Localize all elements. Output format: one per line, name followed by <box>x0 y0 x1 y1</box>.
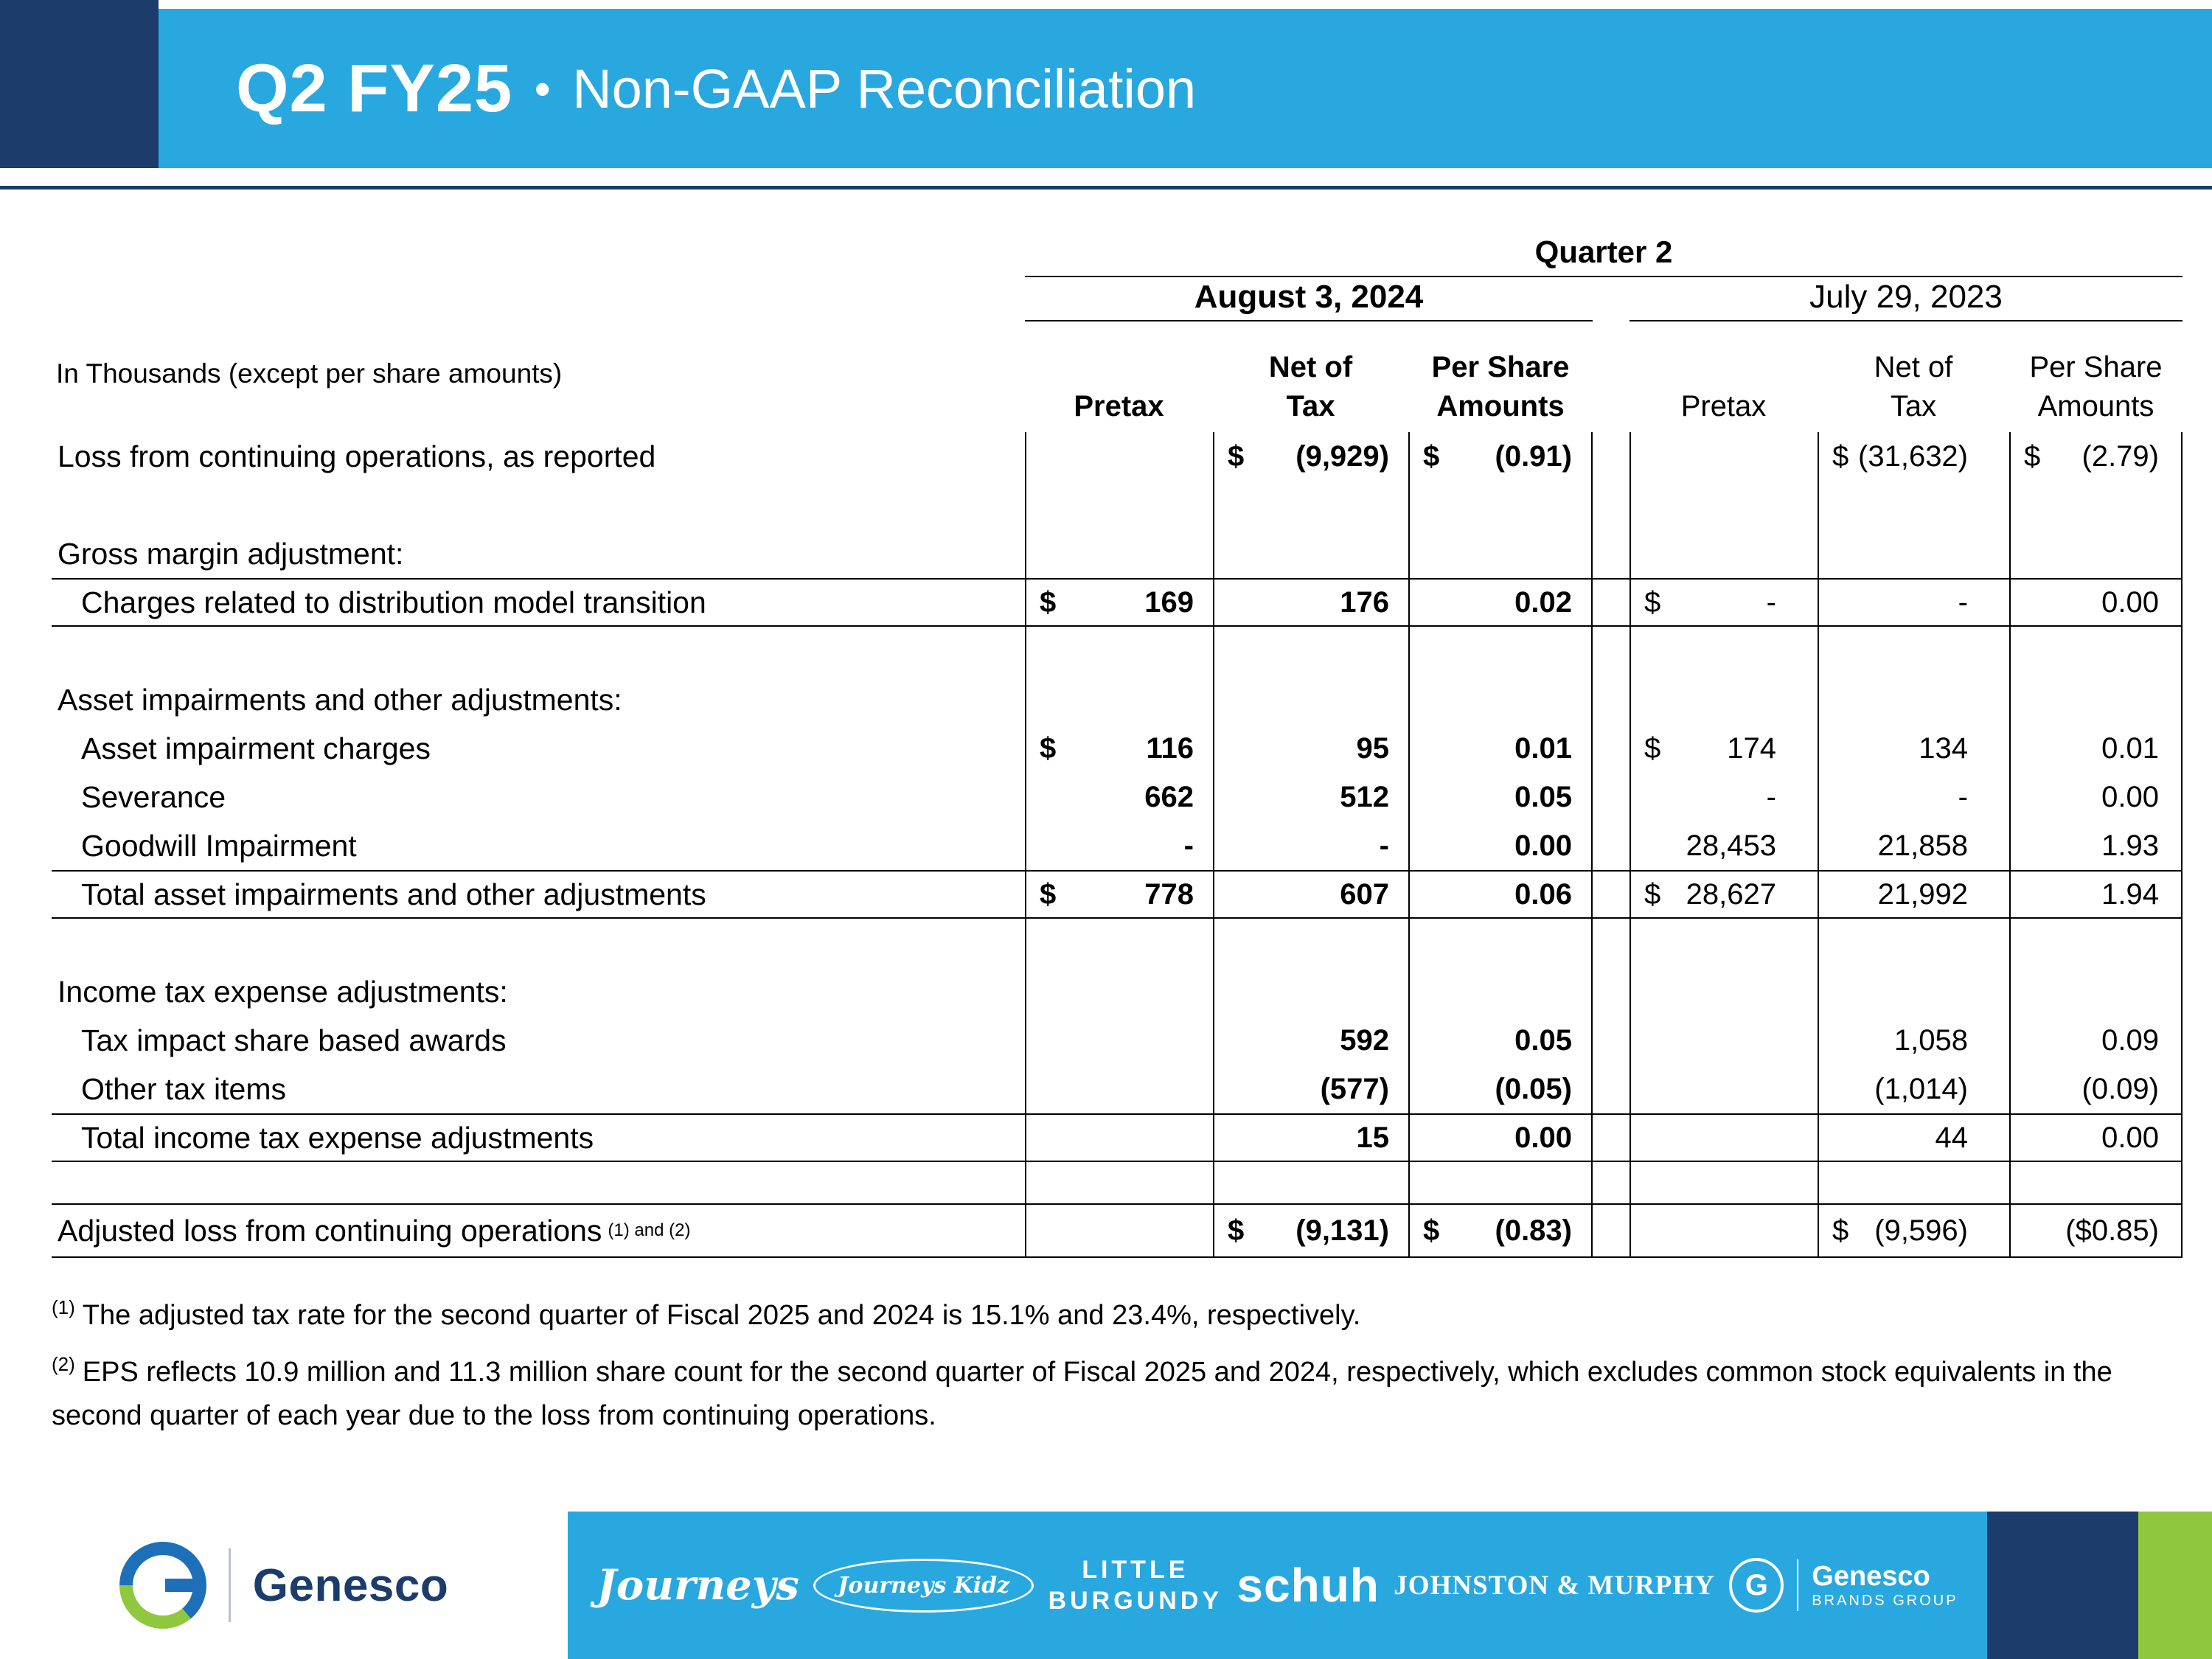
value-cell: - <box>1818 773 2009 821</box>
value-cell <box>1630 432 1818 481</box>
column-gap <box>1593 627 1630 675</box>
value-cell: 0.05 <box>1408 1016 1593 1065</box>
genesco-logo-icon <box>119 1542 206 1629</box>
value-cell: 592 <box>1213 1016 1408 1065</box>
value-cell: 21,858 <box>1818 821 2009 870</box>
value-cell: $ (9,929) <box>1213 432 1408 481</box>
column-gap <box>1593 529 1630 578</box>
value-cell <box>1408 481 1593 529</box>
value-cell <box>1213 529 1408 578</box>
value-cell <box>2009 675 2183 724</box>
value-cell: $ 116 <box>1025 724 1213 773</box>
value-cell: $ (9,131) <box>1213 1203 1408 1258</box>
row-label: Asset impairments and other adjustments: <box>58 682 622 717</box>
value-cell: 0.01 <box>2009 724 2183 773</box>
footnote-1 <box>52 1294 2168 1338</box>
value-cell: $ (0.83) <box>1408 1203 1593 1258</box>
column-gap <box>1593 432 1630 481</box>
slide-footer <box>0 1512 2212 1659</box>
value-cell: 607 <box>1213 870 1408 919</box>
value-cell <box>1025 919 1213 967</box>
value-cell <box>2009 1162 2183 1203</box>
table-row <box>52 870 2183 919</box>
value-cell <box>1630 1065 1818 1113</box>
row-label <box>52 627 1025 675</box>
row-label: Asset impairment charges <box>81 731 431 765</box>
column-header-line: Net of <box>1268 351 1353 384</box>
value-cell <box>1025 481 1213 529</box>
value-cell <box>1213 967 1408 1016</box>
value-cell <box>1025 1162 1213 1203</box>
value-cell: 0.00 <box>1408 821 1593 870</box>
column-header-pretax-current <box>1025 321 1213 432</box>
table-row <box>52 1065 2183 1113</box>
value-cell <box>1818 967 2009 1016</box>
column-header-line: Net of <box>1874 351 1953 384</box>
value-cell <box>1025 529 1213 578</box>
row-label: Adjusted loss from continuing operations (1) and (2) <box>52 1203 1025 1258</box>
value-cell: 21,992 <box>1818 870 2009 919</box>
value-cell <box>1630 529 1818 578</box>
row-label: Other tax items <box>81 1071 286 1106</box>
table-row <box>52 1016 2183 1065</box>
johnston-murphy-logo: JOHNSTON & MURPHY <box>1394 1570 1715 1601</box>
table-row <box>52 578 2183 627</box>
value-cell <box>2009 529 2183 578</box>
value-cell <box>1818 919 2009 967</box>
value-cell: 0.00 <box>2009 578 2183 627</box>
table-row <box>52 627 2183 675</box>
value-cell <box>1630 1162 1818 1203</box>
table-row <box>52 432 2183 481</box>
value-cell <box>1630 627 1818 675</box>
date-header-current: August 3, 2024 <box>1025 274 1593 321</box>
column-gap <box>1593 919 1630 967</box>
column-header-row <box>52 321 2183 432</box>
value-cell: 0.09 <box>2009 1016 2183 1065</box>
value-cell <box>1408 627 1593 675</box>
footnotes <box>52 1294 2168 1451</box>
value-cell: (1,014) <box>1818 1065 2009 1113</box>
quarter-header-row <box>52 234 2183 274</box>
footnote-2-text: EPS reflects 10.9 million and 11.3 million share count for the second quarter of Fiscal 2025 and 2024, respectively, which excludes common stock equivalents in the second quarter of each year due to the loss from continuing operations. <box>52 1356 2112 1431</box>
journeys-kidz-logo: Journeys Kidz <box>813 1559 1034 1613</box>
row-label: Goodwill Impairment <box>81 828 357 863</box>
column-gap <box>1593 870 1630 919</box>
spacer-cell <box>52 234 1025 277</box>
value-cell: 0.00 <box>2009 773 2183 821</box>
column-gap <box>1593 724 1630 773</box>
value-cell <box>1408 675 1593 724</box>
schuh-logo: schuh <box>1237 1559 1380 1612</box>
brand-logos-band <box>568 1512 1987 1659</box>
value-cell: - <box>1213 821 1408 870</box>
value-cell <box>2009 481 2183 529</box>
value-cell: - <box>1025 821 1213 870</box>
column-header-netoftax-current <box>1213 321 1408 432</box>
value-cell: $ 778 <box>1025 870 1213 919</box>
value-cell: - <box>1818 578 2009 627</box>
little-burgundy-line1: LITTLE <box>1082 1555 1189 1584</box>
value-cell <box>1818 1162 2009 1203</box>
value-cell <box>1213 627 1408 675</box>
column-header-line: Per Share <box>1431 351 1570 384</box>
value-cell <box>1025 1065 1213 1113</box>
column-header-pershare-prior <box>2009 321 2183 432</box>
value-cell <box>1408 529 1593 578</box>
column-header-line: Amounts <box>2037 390 2154 423</box>
value-cell: 176 <box>1213 578 1408 627</box>
genesco-brands-divider <box>1797 1559 1798 1611</box>
value-cell: $ - <box>1630 578 1818 627</box>
value-cell <box>1408 1162 1593 1203</box>
genesco-g-crossbar <box>165 1579 198 1592</box>
column-gap <box>1593 1203 1630 1258</box>
page-title-secondary: Non-GAAP Reconciliation <box>572 58 1197 119</box>
value-cell: 1.94 <box>2009 870 2183 919</box>
value-cell: 1.93 <box>2009 821 2183 870</box>
value-cell <box>1213 1162 1408 1203</box>
value-cell: (0.05) <box>1408 1065 1593 1113</box>
footnote-1-text: The adjusted tax rate for the second quarter of Fiscal 2025 and 2024 is 15.1% and 23.4%, respectively. <box>82 1300 1361 1331</box>
footer-navy-block <box>1987 1512 2138 1659</box>
journeys-logo: Journeys <box>597 1561 799 1610</box>
value-cell: 0.01 <box>1408 724 1593 773</box>
column-gap <box>1593 967 1630 1016</box>
footnote-1-marker: (1) <box>52 1296 75 1319</box>
value-cell: - <box>1630 773 1818 821</box>
value-cell: $ 174 <box>1630 724 1818 773</box>
value-cell <box>1025 432 1213 481</box>
little-burgundy-line2: BURGUNDY <box>1048 1587 1223 1615</box>
units-note: In Thousands (except per share amounts) <box>56 358 563 389</box>
page-title-separator: • <box>535 63 551 114</box>
value-cell <box>2009 967 2183 1016</box>
value-cell: 28,453 <box>1630 821 1818 870</box>
row-label: Severance <box>81 779 226 814</box>
column-header-line: Tax <box>1890 390 1937 423</box>
value-cell <box>1630 675 1818 724</box>
quarter-header: Quarter 2 <box>1025 234 2183 277</box>
value-cell: 1,058 <box>1818 1016 2009 1065</box>
footer-green-block <box>2138 1512 2212 1659</box>
page-title <box>236 50 1196 128</box>
column-header-line: Tax <box>1286 390 1335 423</box>
column-header-pretax-prior <box>1630 321 1818 432</box>
value-cell: 44 <box>1818 1113 2009 1162</box>
column-gap <box>1593 1162 1630 1203</box>
value-cell <box>2009 627 2183 675</box>
column-gap <box>1593 773 1630 821</box>
value-cell: 512 <box>1213 773 1408 821</box>
footnote-2-marker: (2) <box>52 1353 75 1376</box>
value-cell: ($0.85) <box>2009 1203 2183 1258</box>
value-cell: (577) <box>1213 1065 1408 1113</box>
row-label: Loss from continuing operations, as reported <box>58 439 656 473</box>
logo-divider <box>229 1548 231 1622</box>
column-gap <box>1593 675 1630 724</box>
column-header-line: Amounts <box>1436 390 1565 423</box>
column-header-line: Pretax <box>1074 390 1164 423</box>
value-cell <box>1818 627 2009 675</box>
row-label: Charges related to distribution model transition <box>52 578 1025 627</box>
header-divider <box>0 186 2212 189</box>
column-gap <box>1593 1016 1630 1065</box>
value-cell: 0.06 <box>1408 870 1593 919</box>
genesco-wordmark: Genesco <box>252 1559 449 1611</box>
value-cell <box>1630 1113 1818 1162</box>
table-row <box>52 675 2183 724</box>
reconciliation-table <box>52 234 2183 1258</box>
value-cell <box>1408 919 1593 967</box>
value-cell: $ (0.91) <box>1408 432 1593 481</box>
row-label <box>52 1162 1025 1203</box>
value-cell <box>1630 481 1818 529</box>
column-gap <box>1593 578 1630 627</box>
date-header-row <box>52 274 2183 321</box>
value-cell: $ (9,596) <box>1818 1203 2009 1258</box>
value-cell <box>1630 1203 1818 1258</box>
value-cell: 134 <box>1818 724 2009 773</box>
value-cell <box>2009 919 2183 967</box>
genesco-brands-sub: BRANDS GROUP <box>1812 1593 1958 1610</box>
value-cell: $ 28,627 <box>1630 870 1818 919</box>
value-cell <box>1818 529 2009 578</box>
genesco-logo-lockup <box>0 1512 568 1659</box>
column-gap <box>1593 321 1630 432</box>
column-gap <box>1593 481 1630 529</box>
value-cell <box>1213 919 1408 967</box>
value-cell: $ (2.79) <box>2009 432 2183 481</box>
table-row <box>52 773 2183 821</box>
column-header-netoftax-prior <box>1818 321 2009 432</box>
table-row <box>52 481 2183 529</box>
table-row <box>52 724 2183 773</box>
row-label: Gross margin adjustment: <box>58 536 404 571</box>
little-burgundy-logo <box>1048 1554 1222 1617</box>
table-row <box>52 919 2183 967</box>
genesco-brands-g-icon: G <box>1729 1558 1784 1613</box>
value-cell: 0.00 <box>1408 1113 1593 1162</box>
value-cell <box>1818 675 2009 724</box>
value-cell <box>1630 1016 1818 1065</box>
column-header-line: Pretax <box>1680 390 1767 423</box>
column-gap <box>1593 1113 1630 1162</box>
value-cell <box>1213 675 1408 724</box>
corner-accent-block <box>0 0 159 168</box>
value-cell <box>1025 1203 1213 1258</box>
value-cell: 15 <box>1213 1113 1408 1162</box>
value-cell <box>1025 627 1213 675</box>
table-row <box>52 821 2183 870</box>
column-gap <box>1593 821 1630 870</box>
spacer-cell <box>52 274 1025 321</box>
table-row <box>52 967 2183 1016</box>
value-cell <box>1213 481 1408 529</box>
table-row <box>52 1203 2183 1258</box>
row-label: Total asset impairments and other adjustments <box>52 870 1025 919</box>
table-row <box>52 1113 2183 1162</box>
row-label: Total income tax expense adjustments <box>52 1113 1025 1162</box>
value-cell <box>1818 481 2009 529</box>
value-cell <box>1025 967 1213 1016</box>
column-header-line: Per Share <box>2029 351 2163 384</box>
value-cell: 0.05 <box>1408 773 1593 821</box>
column-gap <box>1593 274 1630 321</box>
column-header-pershare-current <box>1408 321 1593 432</box>
value-cell: 95 <box>1213 724 1408 773</box>
table-row <box>52 529 2183 578</box>
date-header-prior: July 29, 2023 <box>1630 274 2183 321</box>
page-title-primary: Q2 FY25 <box>236 50 513 126</box>
value-cell: 0.00 <box>2009 1113 2183 1162</box>
value-cell: $ 169 <box>1025 578 1213 627</box>
row-label: Tax impact share based awards <box>81 1023 507 1057</box>
footnote-2 <box>52 1351 2168 1438</box>
value-cell: (0.09) <box>2009 1065 2183 1113</box>
value-cell <box>1025 675 1213 724</box>
value-cell <box>1408 967 1593 1016</box>
row-label: Income tax expense adjustments: <box>58 974 508 1009</box>
title-banner <box>159 9 2212 168</box>
value-cell <box>1630 919 1818 967</box>
value-cell: 662 <box>1025 773 1213 821</box>
table-row <box>52 1162 2183 1203</box>
value-cell: 0.02 <box>1408 578 1593 627</box>
row-label <box>52 919 1025 967</box>
genesco-brands-group-logo <box>1729 1558 1958 1613</box>
value-cell <box>1630 967 1818 1016</box>
value-cell: $ (31,632) <box>1818 432 2009 481</box>
value-cell <box>1025 1016 1213 1065</box>
genesco-brands-name: Genesco <box>1812 1560 1930 1592</box>
column-gap <box>1593 1065 1630 1113</box>
table-body <box>52 432 2183 1258</box>
row-label <box>52 481 1025 529</box>
value-cell <box>1025 1113 1213 1162</box>
